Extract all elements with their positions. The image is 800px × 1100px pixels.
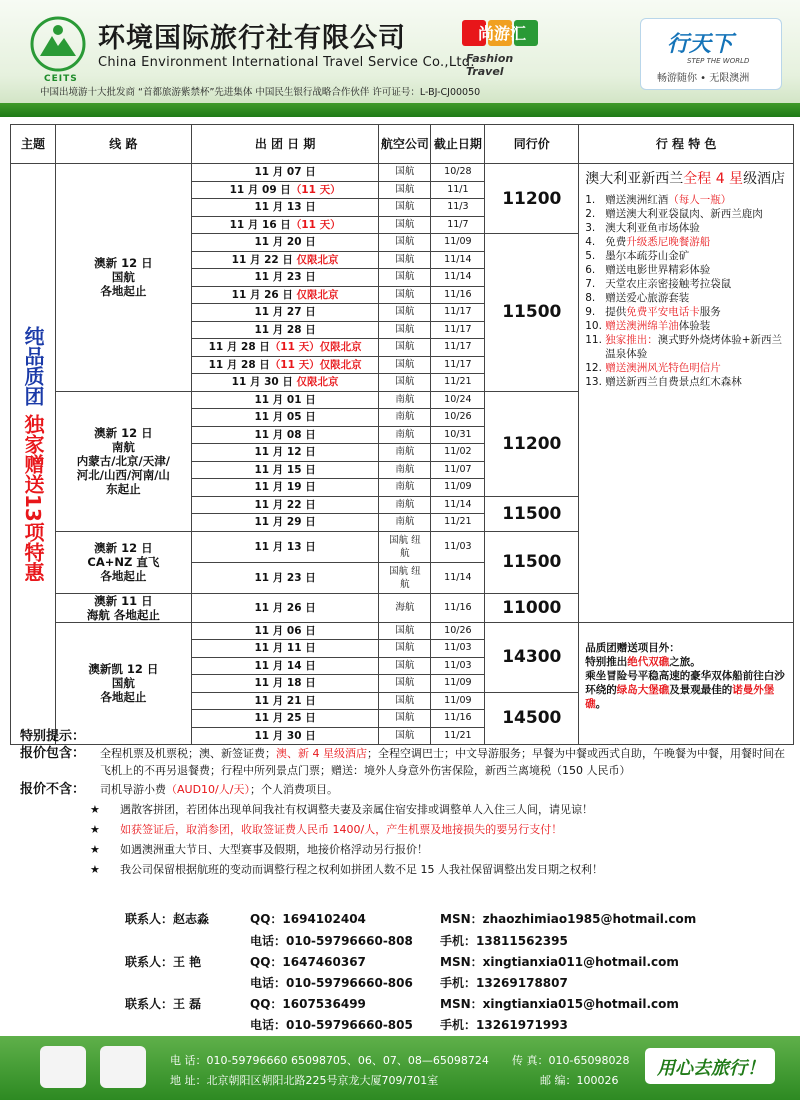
feature-text: 天堂农庄亲密接触考拉袋鼠 <box>605 278 732 290</box>
airline: 南航 <box>379 391 431 409</box>
deadline: 11/17 <box>431 339 485 357</box>
feature-text-tail: 体验装 <box>678 320 711 332</box>
airline: 国航 <box>379 657 431 675</box>
footer-phone: 电 话：010-59796660 65098705、06、07、08—65098724 <box>170 1054 489 1067</box>
deadline: 11/17 <box>431 321 485 339</box>
contact-1-qq: QQ：1694102404 <box>250 912 366 926</box>
note-1 <box>20 801 790 818</box>
deadline: 11/14 <box>431 496 485 514</box>
deadline: 11/16 <box>431 710 485 728</box>
feature-highlight: 赠送澳洲风光特色明信片 <box>605 362 721 374</box>
feature-text: 赠送爱心旅游套装 <box>605 292 690 304</box>
airline: 国航 <box>379 164 431 182</box>
price-cell: 11000 <box>485 593 579 622</box>
contact-3-qq: QQ：1607536499 <box>250 997 366 1011</box>
departure-date <box>191 216 379 234</box>
departure-date <box>191 675 379 693</box>
airline: 国航 <box>379 321 431 339</box>
feature-text: 赠送澳大利亚袋鼠肉、新西兰鹿肉 <box>605 208 763 220</box>
reef-features-cell <box>579 622 794 745</box>
company-logo-icon <box>30 16 86 72</box>
date-value: 11 月 28 日 <box>254 323 316 336</box>
date-value: 11 月 28 日 <box>208 341 270 354</box>
includes-text-2: ；全程空调巴士；中文导游服务；早餐为中餐或西式自助，午晚餐为中餐，用餐时间在飞机上的不再另退餐费；行程中所列景点门票；赠送：境外人身意外伤害保险，新西兰离境税（150 人民币） <box>100 747 785 777</box>
deadline: 11/03 <box>431 640 485 658</box>
airline: 国航 <box>379 286 431 304</box>
reef-intro: 品质团赠送项目外： <box>585 641 680 654</box>
features-title-part: 全程 4 星 <box>683 171 744 187</box>
date-value: 11 月 22 日 <box>254 498 316 511</box>
date-note: 仅限北京 <box>292 288 339 301</box>
date-value: 11 月 23 日 <box>254 271 316 284</box>
airline: 国航 <box>379 304 431 322</box>
airline: 南航 <box>379 444 431 462</box>
feature-item <box>585 221 787 235</box>
features-list <box>585 193 787 389</box>
departure-date <box>191 531 379 562</box>
includes-hotel: 澳、新 4 星级酒店 <box>276 747 367 760</box>
header-deadline: 截止日期 <box>431 125 485 164</box>
feature-number: 12. <box>585 362 602 374</box>
fashion-cn: 尚游汇 <box>477 24 527 43</box>
deadline: 10/31 <box>431 426 485 444</box>
deadline: 11/09 <box>431 234 485 252</box>
date-value: 11 月 20 日 <box>254 236 316 249</box>
date-value: 11 月 30 日 <box>254 729 316 742</box>
date-value: 11 月 13 日 <box>254 201 316 214</box>
price-includes-label: 报价包含： <box>20 746 86 761</box>
date-value: 11 月 11 日 <box>254 642 316 655</box>
feature-item <box>585 319 787 333</box>
feature-item <box>585 263 787 277</box>
route-line: 国航 <box>111 676 135 691</box>
date-value: 11 月 14 日 <box>254 659 316 672</box>
excludes-text-1: 司机导游小费 <box>100 783 166 796</box>
departure-date <box>191 356 379 374</box>
deadline: 10/28 <box>431 164 485 182</box>
departure-date <box>191 199 379 217</box>
price-includes <box>20 745 790 779</box>
table-header-row <box>11 125 794 164</box>
feature-text-tail: 服务 <box>699 306 721 318</box>
deadline: 11/09 <box>431 479 485 497</box>
footer <box>0 1036 800 1100</box>
reef-line <box>585 655 787 711</box>
feature-number: 4. <box>585 236 596 248</box>
feature-number: 1. <box>585 194 596 206</box>
route-line: 澳新 12 日 <box>94 541 153 555</box>
header-airline: 航空公司 <box>379 125 431 164</box>
theme-cell <box>11 164 56 745</box>
feature-highlight: 赠送澳洲绵羊油 <box>605 320 679 332</box>
departure-date <box>191 622 379 640</box>
header-route: 线 路 <box>55 125 191 164</box>
airline: 南航 <box>379 426 431 444</box>
slogan-text: 用心去旅行！ <box>657 1058 765 1079</box>
badge-subtitle: 畅游随你 • 无限澳洲 <box>657 73 750 84</box>
feature-text: 赠送新西兰自费景点红木森林 <box>605 376 742 388</box>
deadline: 11/03 <box>431 531 485 562</box>
route-line: 各地起止 <box>100 690 147 705</box>
date-value: 11 月 06 日 <box>254 624 316 637</box>
departure-date <box>191 374 379 392</box>
route-cell <box>55 622 191 745</box>
company-name-cn: 环境国际旅行社有限公司 <box>98 23 406 54</box>
feature-text: 免费 <box>605 236 627 248</box>
route-line: 各地起止 <box>100 284 147 299</box>
route-line: 国航 <box>111 270 135 285</box>
date-note: 仅限北京 <box>292 376 339 389</box>
airline: 国航 <box>379 356 431 374</box>
table-body <box>11 164 794 745</box>
feature-number: 2. <box>585 208 596 220</box>
price-cell: 11200 <box>485 164 579 234</box>
departure-date <box>191 657 379 675</box>
airline: 国航 <box>379 622 431 640</box>
header-price: 同行价 <box>485 125 579 164</box>
price-cell: 11500 <box>485 531 579 593</box>
airline: 国航 <box>379 251 431 269</box>
date-note: （11 天） <box>290 183 341 196</box>
reef-text: 绝代双礁 <box>627 655 670 668</box>
feature-number: 9. <box>585 306 596 318</box>
partner-logo-icon <box>40 1046 86 1088</box>
departure-date <box>191 234 379 252</box>
feature-number: 13. <box>585 376 602 388</box>
note-2 <box>20 821 790 838</box>
date-value: 11 月 13 日 <box>254 540 316 553</box>
excludes-tip: （AUD10/人/天） <box>166 783 250 796</box>
step-the-world-badge <box>640 18 782 90</box>
reef-text: 之旅。 <box>669 655 701 668</box>
features-title-part: 级酒店 <box>743 171 786 187</box>
deadline: 10/26 <box>431 409 485 427</box>
deadline: 11/14 <box>431 269 485 287</box>
reef-text: 。 <box>595 697 607 710</box>
route-line: 东起止 <box>106 482 141 496</box>
note-4-text: 我公司保留根据航班的变动而调整行程之权利如拼团人数不足 15 人我社保留调整出发日期之权利！ <box>120 863 603 876</box>
date-note: （11 天）仅限北京 <box>269 358 362 371</box>
feature-item <box>585 193 787 207</box>
departure-date <box>191 562 379 593</box>
date-value: 11 月 26 日 <box>231 288 293 301</box>
fashion-travel-logo <box>462 18 542 78</box>
date-value: 11 月 15 日 <box>254 463 316 476</box>
contact-2-name: 联系人：王 艳 <box>125 955 202 969</box>
airline: 南航 <box>379 409 431 427</box>
deadline: 11/16 <box>431 593 485 622</box>
airline: 海航 <box>379 593 431 622</box>
feature-number: 11. <box>585 334 602 346</box>
contact-1-tel: 电话：010-59796660-808 <box>250 934 413 948</box>
airline: 国航 <box>379 692 431 710</box>
contact-2-mobile: 手机：13269178807 <box>440 976 568 990</box>
departure-date <box>191 514 379 532</box>
reef-text: 绿岛大堡礁 <box>616 683 670 696</box>
date-value: 11 月 28 日 <box>208 358 270 371</box>
note-1-text: 遇散客拼团，若团体出现单间我社有权调整夫妻及亲属住宿安排或调整单人入住三人间，请见谅！ <box>120 803 593 816</box>
route-line: 河北/山西/河南/山 <box>76 468 170 482</box>
feature-item <box>585 291 787 305</box>
star-icon: ★ <box>90 843 100 856</box>
fashion-en: Fashion Travel <box>466 52 514 78</box>
deadline: 11/16 <box>431 286 485 304</box>
feature-text: 提供 <box>605 306 627 318</box>
footer-address: 地 址：北京朝阳区朝阳北路225号京龙大厦709/701室 <box>170 1074 439 1087</box>
route-line: 各地起止 <box>100 569 147 583</box>
feature-item <box>585 305 787 319</box>
airline: 国航 <box>379 269 431 287</box>
route-line: 南航 <box>111 440 135 454</box>
airline: 南航 <box>379 479 431 497</box>
table-row <box>11 164 794 182</box>
deadline: 10/26 <box>431 622 485 640</box>
departure-date <box>191 321 379 339</box>
feature-highlight: 免费平安电话卡 <box>626 306 700 318</box>
departure-date <box>191 251 379 269</box>
deadline: 11/07 <box>431 461 485 479</box>
company-credentials: 中国出境游十大批发商 “首都旅游紫禁杯”先进集体 中国民生银行战略合作伙伴 许可证号：L-BJ-CJ00050 <box>40 87 481 98</box>
departure-date <box>191 426 379 444</box>
airline: 国航 <box>379 374 431 392</box>
airline: 国航 <box>379 339 431 357</box>
airline: 国航 纽航 <box>379 562 431 593</box>
date-value: 11 月 18 日 <box>254 677 316 690</box>
route-line: 内蒙古/北京/天津/ <box>76 454 170 468</box>
departure-date <box>191 339 379 357</box>
feature-item <box>585 375 787 389</box>
feature-item <box>585 235 787 249</box>
theme-subtitle: 独家赠送13项特惠 <box>20 414 45 582</box>
contact-3-tel: 电话：010-59796660-805 <box>250 1018 413 1032</box>
departure-date <box>191 164 379 182</box>
deadline: 11/03 <box>431 657 485 675</box>
departure-date <box>191 640 379 658</box>
badge-en: STEP THE WORLD <box>687 57 750 65</box>
includes-text-1: 全程机票及机票税；澳、新签证费； <box>100 747 276 760</box>
date-value: 11 月 23 日 <box>254 571 316 584</box>
date-value: 11 月 05 日 <box>254 411 316 424</box>
contact-1-mobile: 手机：13811562395 <box>440 934 568 948</box>
date-note: （11 天） <box>290 218 341 231</box>
feature-number: 7. <box>585 278 596 290</box>
feature-number: 8. <box>585 292 596 304</box>
date-value: 11 月 22 日 <box>231 253 293 266</box>
header-features: 行 程 特 色 <box>579 125 794 164</box>
date-note: 仅限北京 <box>292 253 339 266</box>
feature-item <box>585 361 787 375</box>
star-icon: ★ <box>90 863 100 876</box>
deadline: 11/09 <box>431 692 485 710</box>
star-icon: ★ <box>90 823 100 836</box>
date-value: 11 月 27 日 <box>254 306 316 319</box>
departure-date <box>191 710 379 728</box>
excludes-text-2: ；个人消费项目。 <box>249 783 338 796</box>
deadline: 11/3 <box>431 199 485 217</box>
airline: 国航 <box>379 199 431 217</box>
departure-date <box>191 479 379 497</box>
airline: 南航 <box>379 496 431 514</box>
route-cell <box>55 531 191 593</box>
price-cell: 11500 <box>485 496 579 531</box>
deadline: 11/1 <box>431 181 485 199</box>
airline: 国航 <box>379 675 431 693</box>
date-note: （11 天）仅限北京 <box>269 341 362 354</box>
date-value: 11 月 12 日 <box>254 446 316 459</box>
badge-title: 行天下 <box>667 32 734 57</box>
table-row <box>11 622 794 640</box>
price-cell: 11200 <box>485 391 579 496</box>
airline: 国航 纽航 <box>379 531 431 562</box>
notes-section <box>20 728 790 878</box>
contact-3-msn[interactable]: MSN：xingtianxia015@hotmail.com <box>440 997 679 1011</box>
contact-1-msn[interactable]: MSN：zhaozhimiao1985@hotmail.com <box>440 912 697 926</box>
price-cell: 14300 <box>485 622 579 692</box>
route-line: 海航 各地起止 <box>86 607 160 622</box>
note-2-text: 如获签证后，取消参团，收取签证费人民币 1400/人，产生机票及地接损失的要另行支付！ <box>120 823 563 836</box>
reef-text: 乘坐冒险号平稳高速的豪华双体船前往白沙环绕的 <box>585 669 785 696</box>
header-divider <box>0 103 800 117</box>
route-cell <box>55 391 191 531</box>
company-name-en: China Environment International Travel Service Co.,Ltd. <box>98 55 475 70</box>
features-title-part: 澳大利亚新西兰 <box>585 171 684 187</box>
route-cell <box>55 593 191 622</box>
header-theme: 主题 <box>11 125 56 164</box>
date-value: 11 月 07 日 <box>254 166 316 179</box>
price-cell: 14500 <box>485 692 579 745</box>
note-4 <box>20 861 790 878</box>
date-value: 11 月 19 日 <box>254 481 316 494</box>
deadline: 11/21 <box>431 727 485 745</box>
deadline: 11/21 <box>431 374 485 392</box>
departure-date <box>191 409 379 427</box>
contact-2-msn[interactable]: MSN：xingtianxia011@hotmail.com <box>440 955 679 969</box>
deadline: 11/09 <box>431 675 485 693</box>
feature-item <box>585 207 787 221</box>
deadline: 11/17 <box>431 356 485 374</box>
feature-text: 澳大利亚鱼市场体验 <box>605 222 700 234</box>
award-logo-icon <box>100 1046 146 1088</box>
airline: 国航 <box>379 710 431 728</box>
contact-2-tel: 电话：010-59796660-806 <box>250 976 413 990</box>
feature-highlight: 升级悉尼晚餐游船 <box>626 236 711 248</box>
contact-2-qq: QQ：1647460367 <box>250 955 366 969</box>
reef-text: 及景观最佳的 <box>669 683 733 696</box>
footer-fax: 传 真：010-65098028 <box>512 1054 630 1067</box>
deadline: 11/14 <box>431 251 485 269</box>
airline: 国航 <box>379 234 431 252</box>
logo-text: CEITS <box>44 74 78 84</box>
date-value: 11 月 21 日 <box>254 694 316 707</box>
route-cell <box>55 164 191 392</box>
feature-number: 5. <box>585 250 596 262</box>
contact-3-mobile: 手机：13261971993 <box>440 1018 568 1032</box>
footer-zip: 邮 编：100026 <box>540 1074 619 1087</box>
airline: 国航 <box>379 727 431 745</box>
departure-date <box>191 593 379 622</box>
departure-date <box>191 269 379 287</box>
feature-item <box>585 249 787 263</box>
note-3-text: 如遇澳洲重大节日、大型赛事及假期，地接价格浮动另行报价！ <box>120 843 428 856</box>
price-cell: 11500 <box>485 234 579 392</box>
departure-date <box>191 692 379 710</box>
star-icon: ★ <box>90 803 100 816</box>
feature-text: 墨尔本疏芬山金矿 <box>605 250 690 262</box>
date-value: 11 月 26 日 <box>254 601 316 614</box>
departure-date <box>191 181 379 199</box>
route-line: 澳新 12 日 <box>94 426 153 440</box>
feature-number: 10. <box>585 320 602 332</box>
deadline: 11/7 <box>431 216 485 234</box>
date-value: 11 月 09 日 <box>229 183 291 196</box>
feature-number: 3. <box>585 222 596 234</box>
airline: 国航 <box>379 216 431 234</box>
date-value: 11 月 30 日 <box>231 376 293 389</box>
reef-text: 诺曼外堡礁 <box>585 683 775 710</box>
departure-date <box>191 286 379 304</box>
features-cell <box>579 164 794 623</box>
feature-item <box>585 333 787 361</box>
airline: 国航 <box>379 181 431 199</box>
date-value: 11 月 29 日 <box>254 516 316 529</box>
departure-date <box>191 391 379 409</box>
feature-highlight: （每人一瓶） <box>668 194 732 206</box>
feature-number: 6. <box>585 264 596 276</box>
contact-1-name: 联系人：赵志淼 <box>125 912 210 926</box>
header <box>0 0 800 108</box>
airline: 南航 <box>379 461 431 479</box>
date-value: 11 月 16 日 <box>229 218 291 231</box>
contact-3-name: 联系人：王 磊 <box>125 997 202 1011</box>
feature-text: 赠送电影世界精彩体验 <box>605 264 711 276</box>
date-value: 11 月 08 日 <box>254 428 316 441</box>
route-line: 澳新 12 日 <box>94 256 153 271</box>
feature-text: 赠送澳洲红酒 <box>605 194 669 206</box>
feature-highlight: 独家推出： <box>605 334 658 346</box>
departure-date <box>191 304 379 322</box>
slogan-badge <box>645 1048 775 1084</box>
features-title <box>585 170 787 189</box>
date-value: 11 月 01 日 <box>254 393 316 406</box>
feature-item <box>585 277 787 291</box>
reef-text: 特别推出 <box>585 655 628 668</box>
special-note-title: 特别提示： <box>20 729 86 744</box>
airline: 南航 <box>379 514 431 532</box>
note-3 <box>20 841 790 858</box>
route-line: 澳新 11 日 <box>94 593 153 608</box>
route-line: 澳新凯 12 日 <box>88 662 159 677</box>
deadline: 11/21 <box>431 514 485 532</box>
price-excludes-label: 报价不含： <box>20 782 86 797</box>
feature-text-tail: 澳式野外烧烤体验+新西兰温泉体验 <box>605 334 783 360</box>
departure-date <box>191 496 379 514</box>
price-excludes <box>20 781 790 798</box>
date-value: 11 月 25 日 <box>254 712 316 725</box>
departure-date <box>191 444 379 462</box>
theme-title: 纯品质团 <box>20 326 45 407</box>
fashion-logo-icon <box>462 18 542 48</box>
deadline: 10/24 <box>431 391 485 409</box>
airline: 国航 <box>379 640 431 658</box>
deadline: 11/14 <box>431 562 485 593</box>
tour-schedule-table <box>10 124 794 745</box>
header-date: 出 团 日 期 <box>191 125 379 164</box>
departure-date <box>191 461 379 479</box>
route-line: CA+NZ 直飞 <box>87 555 160 569</box>
deadline: 11/17 <box>431 304 485 322</box>
deadline: 11/02 <box>431 444 485 462</box>
